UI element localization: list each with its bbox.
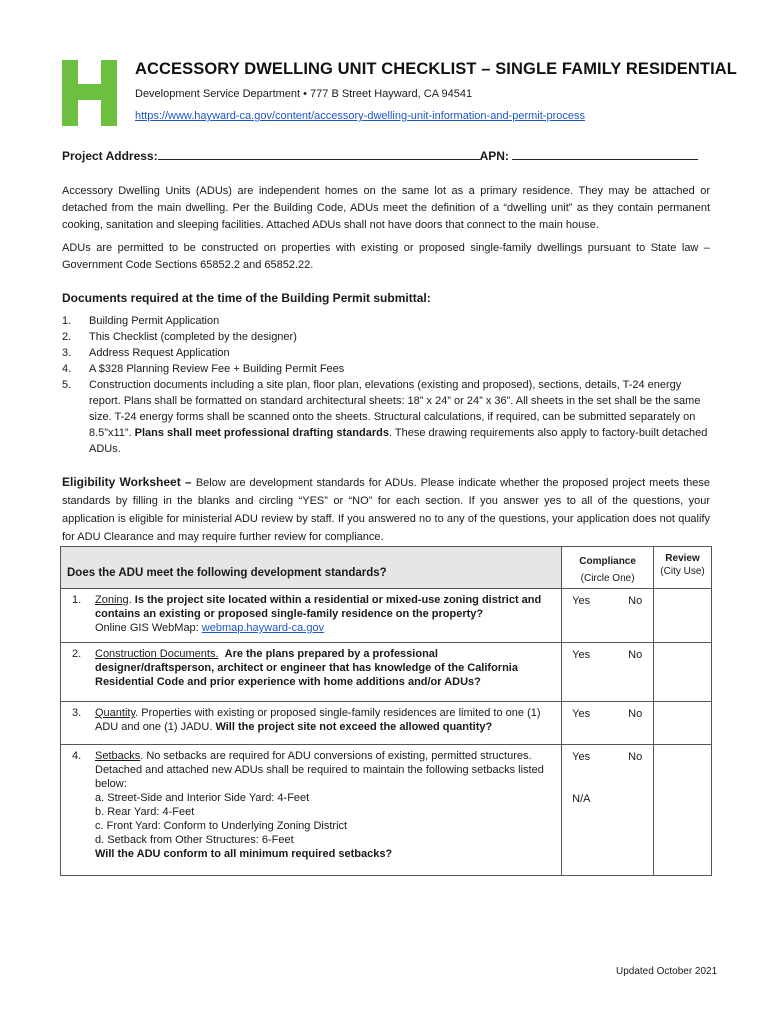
review-cell (654, 745, 712, 876)
question-quantity: 3. Quantity. Properties with existing or proposed single-family residences are limited to one (1) ADU and one (1) JADU. Will the project site not exceed the allowed quantity? (61, 702, 562, 745)
intro-paragraph-2: ADUs are permitted to be constructed on properties with existing or proposed single-family dwellings pursuant to State law – Government Code Sections 65852.2 and 65852.22. (62, 242, 710, 271)
table-row (61, 702, 712, 745)
review-cell (654, 589, 712, 643)
no-option[interactable]: No (628, 595, 643, 607)
apn-field[interactable] (512, 148, 698, 160)
eligibility-paragraph: Eligibility Worksheet – Below are development standards for ADUs. Please indicate whether the proposed project meets these standards by filling in the blanks and circling “YES” or “NO” for each section. If you answer yes to all of the questions, your application is eligible for ministerial ADU review by staff. If you answered no to any of the questions, your application does not qualify for ADU Clearance and may require further review for compliance. (62, 475, 710, 543)
project-address-field[interactable] (158, 148, 480, 160)
review-cell (654, 702, 712, 745)
yes-option[interactable]: Yes (572, 708, 591, 720)
compliance-header: Compliance (Circle One) (562, 547, 654, 589)
yes-option[interactable]: Yes (572, 649, 591, 661)
no-option[interactable]: No (628, 751, 643, 763)
review-cell (654, 643, 712, 702)
apn-label: APN: (479, 149, 509, 163)
na-option[interactable]: N/A (572, 793, 591, 805)
documents-list (62, 313, 710, 457)
question-zoning: 1. Zoning. Is the project site located within a residential or mixed-use zoning district and contains an existing or proposed single-family residence on the property? Online GIS WebMap: webmap.hayward-ca.gov (61, 589, 562, 643)
yes-option[interactable]: Yes (572, 751, 591, 763)
documents-heading: Documents required at the time of the Building Permit submittal: (62, 291, 431, 305)
compliance-cell (562, 643, 654, 702)
project-address-label: Project Address: (62, 149, 158, 163)
table-row (61, 745, 712, 876)
review-header: Review (City Use) (654, 547, 712, 589)
yes-option[interactable]: Yes (572, 595, 591, 607)
list-item: 3. Address Request Application (62, 347, 230, 359)
no-option[interactable]: No (628, 649, 643, 661)
footer-updated: Updated October 2021 (616, 966, 718, 977)
page-title: ACCESSORY DWELLING UNIT CHECKLIST – SINGLE FAMILY RESIDENTIAL (135, 60, 737, 78)
list-item: 2. This Checklist (completed by the designer) (62, 331, 297, 343)
webmap-link[interactable]: webmap.hayward-ca.gov (201, 622, 325, 634)
department-address: Development Service Department • 777 B Street Hayward, CA 94541 (135, 88, 473, 100)
info-url-link[interactable]: https://www.hayward-ca.gov/content/accessory-dwelling-unit-information-and-permit-process (135, 110, 585, 122)
eligibility-lead: Eligibility Worksheet – (62, 475, 196, 489)
compliance-cell (562, 589, 654, 643)
compliance-cell (562, 702, 654, 745)
question-construction-documents: 2. Construction Documents. Are the plans prepared by a professional designer/draftsperson, architect or engineer that has knowledge of the California Residential Code and prior experience with home additions and/or ADUs? (61, 643, 562, 702)
project-fields (62, 148, 698, 163)
city-logo (62, 60, 117, 126)
intro-paragraph-1: Accessory Dwelling Units (ADUs) are independent homes on the same lot as a primary residence. They may be attached or detached from the main dwelling. Per the Building Code, ADUs meet the definition of a “dwelling unit” as they contain permanent cooking, sanitation and sleeping facilities. Attached ADUs shall not have doors that connect to the main house. (62, 185, 710, 231)
list-item: 1. Building Permit Application (62, 315, 220, 327)
no-option[interactable]: No (628, 708, 643, 720)
table-row (61, 589, 712, 643)
list-item: 4. A $328 Planning Review Fee + Building Permit Fees (62, 363, 345, 375)
question-header: Does the ADU meet the following development standards? (61, 547, 562, 589)
table-row (61, 643, 712, 702)
question-setbacks: 4. Setbacks. No setbacks are required for ADU conversions of existing, permitted structures. Detached and attached new ADUs shall be required to maintain the following setbacks listed below: a. Street-Side and Interior Side Yard: 4-Feet b. Rear Yard: 4-Feet c. Front Yard: Conform to Underlying Zoning District d. Setback from Other Structures: 6-Feet Will the ADU conform to all minimum required setbacks? (61, 745, 562, 876)
compliance-cell (562, 745, 654, 876)
table-header-row (61, 547, 712, 589)
eligibility-table (60, 546, 712, 876)
list-item: 5. Construction documents including a site plan, floor plan, elevations (existing and proposed), sections, details, T-24 energy report. Plans shall be formatted on standard architectural sheets: 18” x 24” or 24” x 36”. All sheets in the set shall be the same size. T-24 energy forms shall be scanned onto the sheets. Structural calculations, if required, can be submitted separately on 8.5”x11”. Plans shall meet professional drafting standards. These drawing requirements also apply to factory-built detached ADUs. (62, 379, 708, 455)
